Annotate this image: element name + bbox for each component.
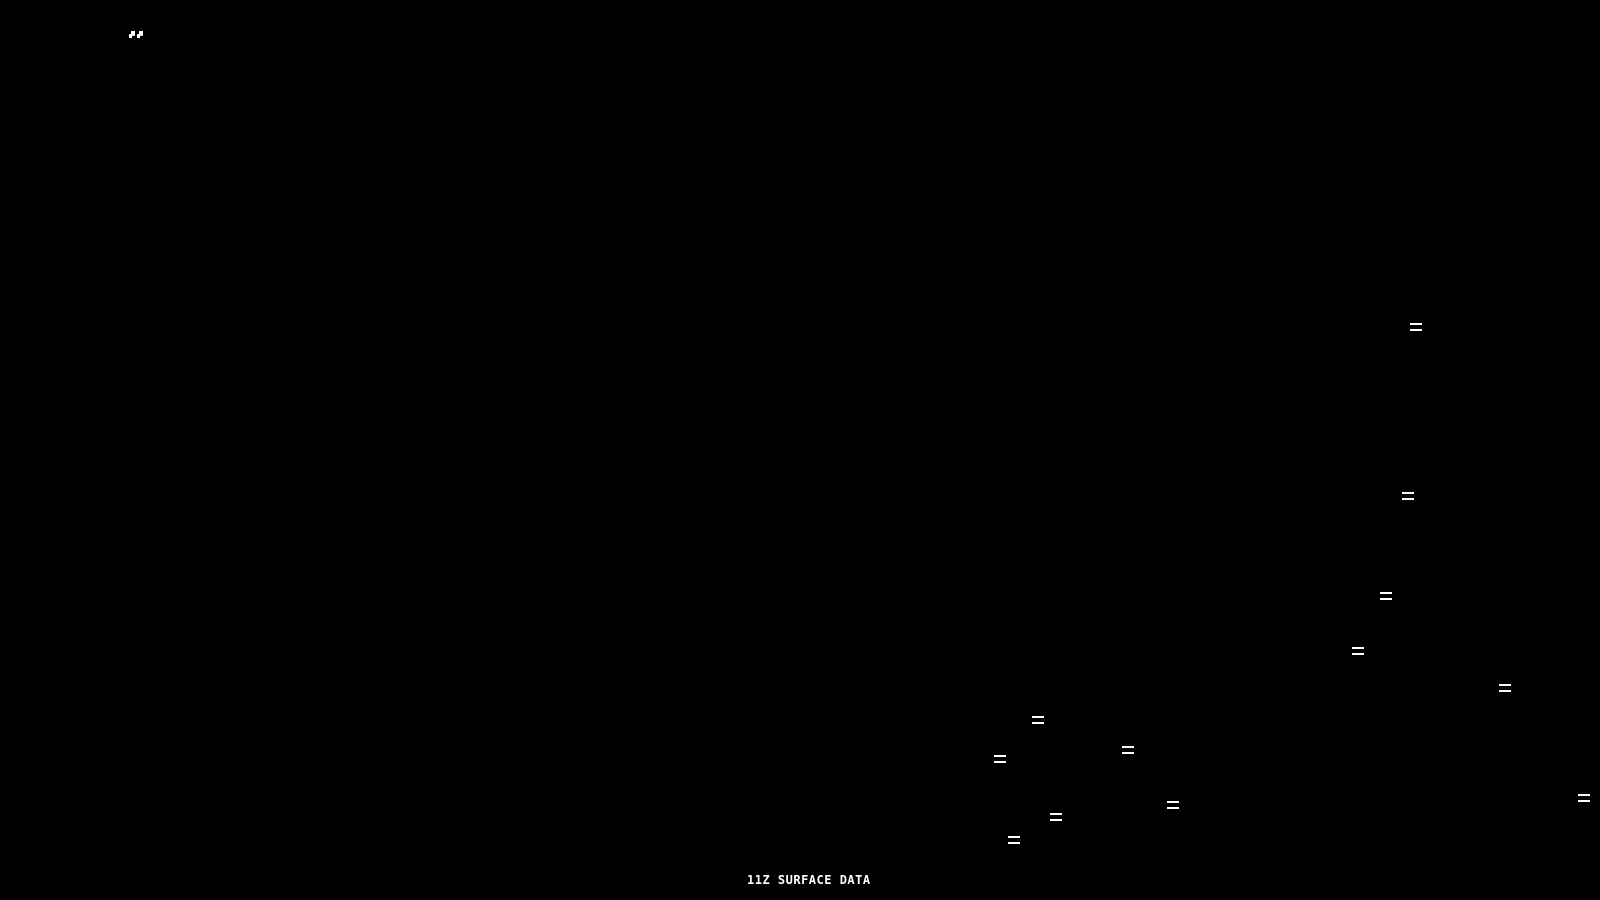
drizzle-weather-symbol xyxy=(129,31,135,38)
mist-weather-symbol xyxy=(1402,492,1414,500)
drizzle-weather-symbol xyxy=(137,31,143,38)
mist-weather-symbol xyxy=(1167,801,1179,809)
mist-weather-symbol xyxy=(1122,746,1134,754)
mist-weather-symbol xyxy=(1578,794,1590,802)
mist-weather-symbol xyxy=(1352,647,1364,655)
mist-weather-symbol xyxy=(1032,716,1044,724)
mist-weather-symbol xyxy=(1050,813,1062,821)
mist-weather-symbol xyxy=(994,755,1006,763)
mist-weather-symbol xyxy=(1008,836,1020,844)
mist-weather-symbol xyxy=(1410,323,1422,331)
mist-weather-symbol xyxy=(1380,592,1392,600)
plot-title: 11Z SURFACE DATA xyxy=(747,873,871,887)
mist-weather-symbol xyxy=(1499,684,1511,692)
